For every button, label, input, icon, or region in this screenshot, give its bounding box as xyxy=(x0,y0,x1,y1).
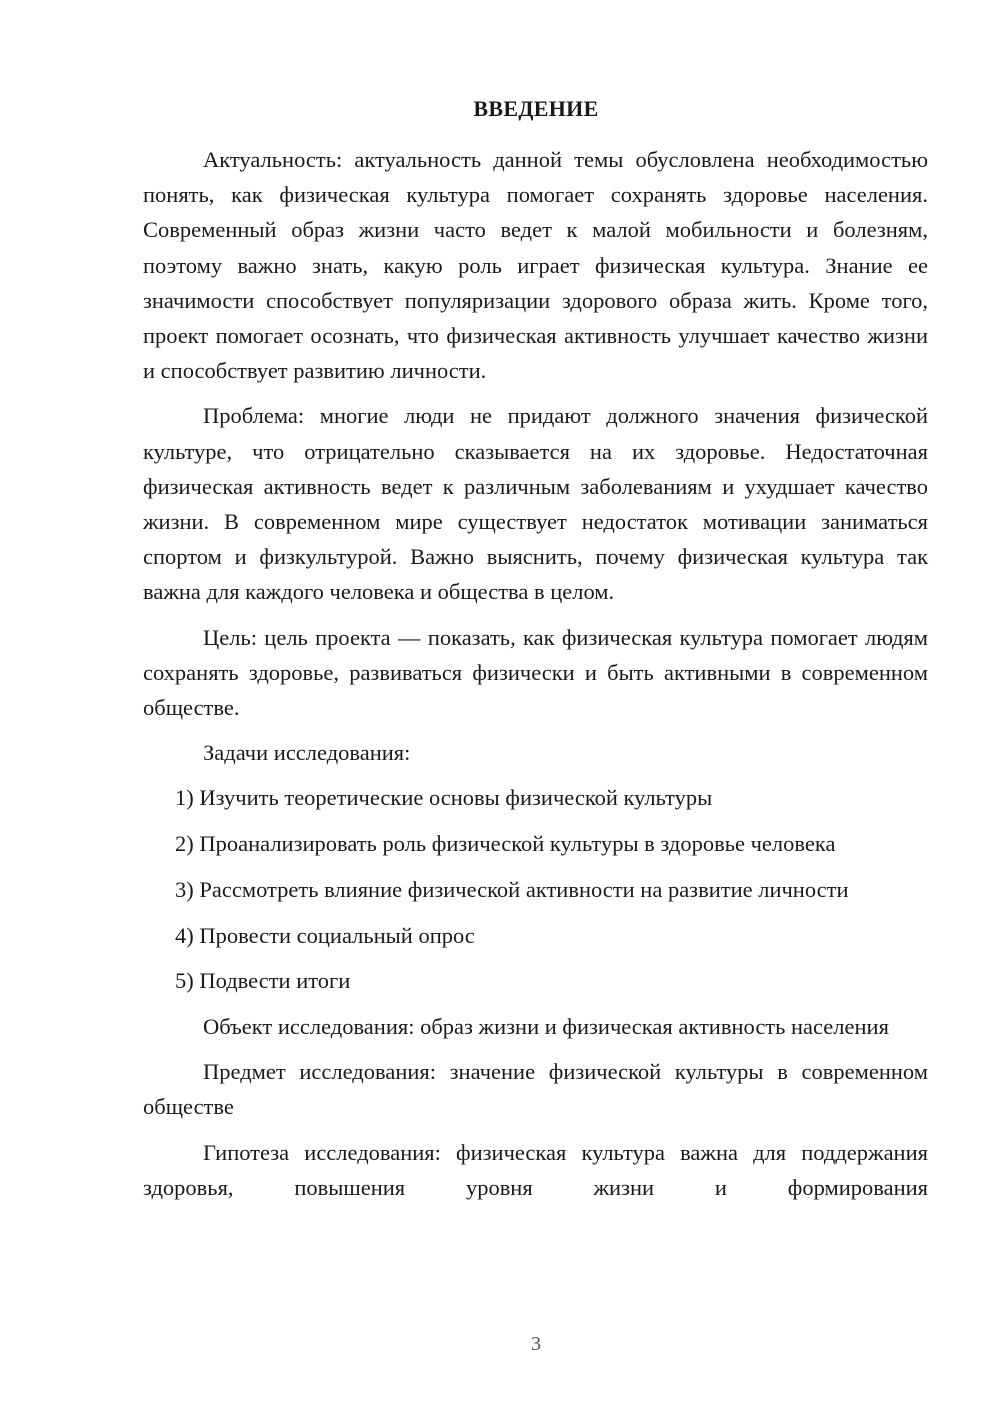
paragraph-problem: Проблема: многие люди не придают должного значения физической культуре, что отрицательно сказывается на их здоровье. Недостаточная физическая активность ведет к различным заболеваниям и ухудшает качество жизни. В современном мире существует недостаток мотивации заниматься спортом и физкультурой. Важно выяснить, почему физическая культура так важна для каждого человека и общества в целом. xyxy=(143,403,928,605)
paragraph-hypothesis: Гипотеза исследования: физическая культура важна для поддержания здоровья, повышения уровня жизни и формирования xyxy=(143,1139,928,1200)
list-item: 2) Проанализировать роль физической культуры в здоровье человека xyxy=(175,831,836,857)
list-item: 3) Рассмотреть влияние физической активности на развитие личности xyxy=(175,876,849,902)
section-heading: ВВЕДЕНИЕ xyxy=(473,96,599,121)
list-item: 1) Изучить теоретические основы физической культуры xyxy=(175,785,713,811)
paragraph-relevance: Актуальность: актуальность данной темы обусловлена необходимостью понять, как физическая культура помогает сохранять здоровье населения. Современный образ жизни часто ведет к малой мобильности и болезням, поэтому важно знать, какую роль играет физическая культура. Знание ее значимости способствует популяризации здорового образа жить. Кроме того, проект помогает осознать, что физическая активность улучшает качество жизни и способствует развитию личности. xyxy=(143,147,928,384)
paragraph-tasks-title: Задачи исследования: xyxy=(203,740,411,766)
paragraph-goal: Цель: цель проекта — показать, как физическая культура помогает людям сохранять здоровье, развиваться физически и быть активными в современном обществе. xyxy=(143,624,928,721)
page-number: 3 xyxy=(531,1333,541,1355)
paragraph-subject: Предмет исследования: значение физической культуры в современном обществе xyxy=(143,1059,928,1120)
list-item: 4) Провести социальный опрос xyxy=(175,922,475,948)
list-item: 5) Подвести итоги xyxy=(175,968,351,994)
body-text xyxy=(143,142,928,1205)
task-list xyxy=(143,780,928,998)
paragraph-object: Объект исследования: образ жизни и физическая активность населения xyxy=(203,1013,889,1039)
